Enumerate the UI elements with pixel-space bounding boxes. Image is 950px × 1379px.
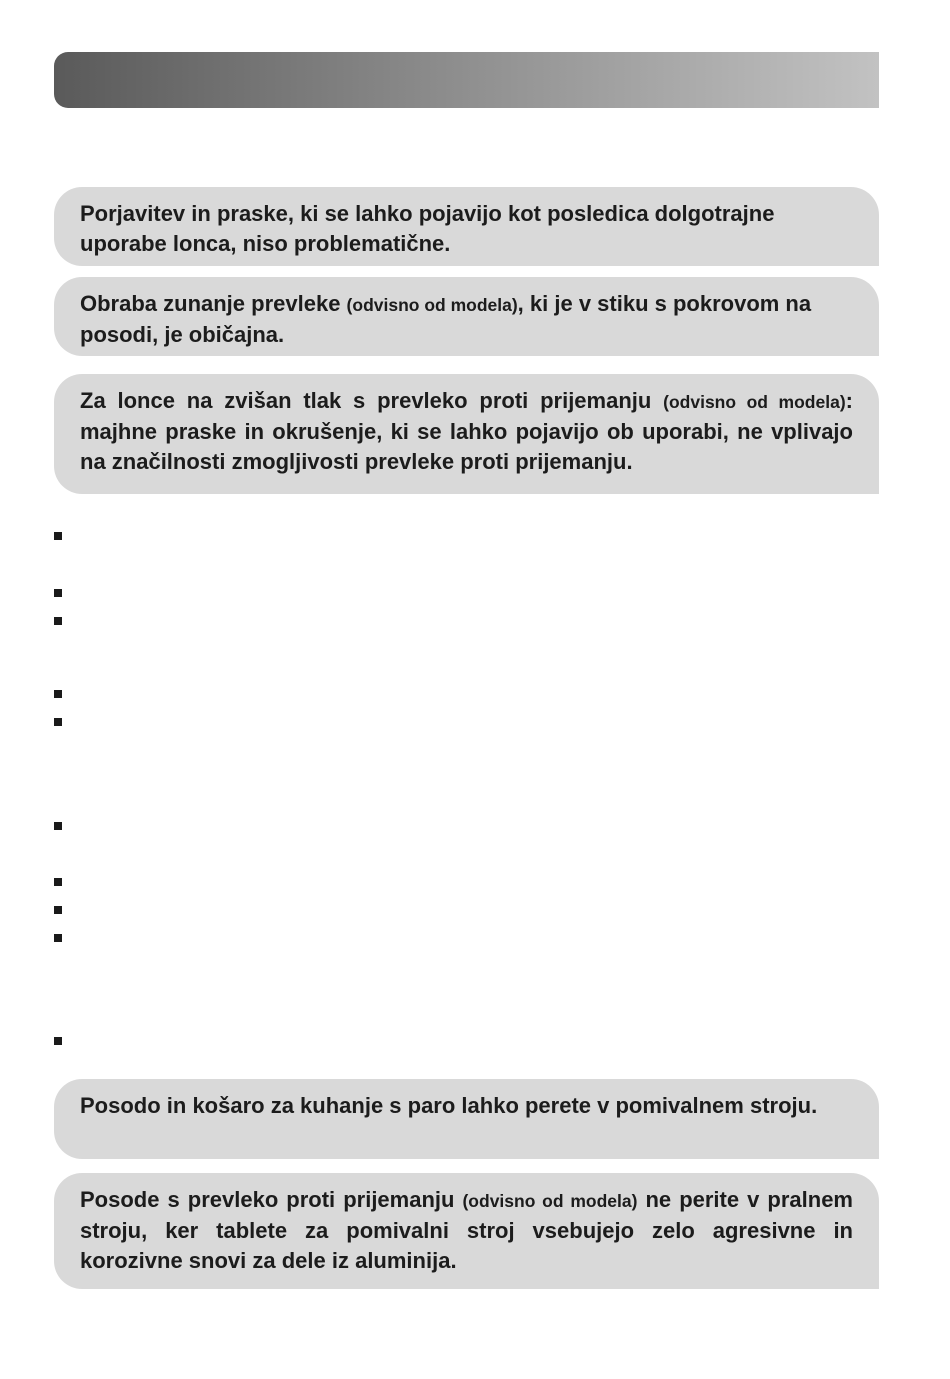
list-bullet	[54, 822, 62, 830]
note-text	[80, 386, 853, 477]
note-text-model-dependent: (odvisno od modela)	[462, 1191, 638, 1211]
note-text-main: Za lonce na zvišan tlak s prevleko proti prijemanju	[80, 388, 664, 413]
note-box-outer-coating-wear	[54, 277, 879, 356]
list-bullet	[54, 690, 62, 698]
note-text-model-dependent: (odvisno od modela)	[663, 392, 846, 412]
note-box-dishwasher-safe	[54, 1079, 879, 1159]
note-text	[80, 289, 853, 350]
list-bullet	[54, 532, 62, 540]
note-box-discoloration	[54, 187, 879, 266]
note-text-main: Obraba zunanje prevleke	[80, 291, 347, 316]
list-bullet	[54, 617, 62, 625]
note-text: Posodo in košaro za kuhanje s paro lahko perete v pomivalnem stroju.	[80, 1093, 818, 1118]
note-box-nonstick-coating	[54, 374, 879, 494]
list-bullet	[54, 878, 62, 886]
list-bullet	[54, 718, 62, 726]
note-text-main: Posode s prevleko proti prijemanju	[80, 1187, 463, 1212]
note-text: Porjavitev in praske, ki se lahko pojavijo kot posledica dolgotrajne uporabe lonca, niso problematične.	[80, 201, 775, 256]
note-text-main: , ki je v stiku s pokrovom na posodi, je običajna.	[80, 291, 812, 347]
note-text-model-dependent: (odvisno od modela)	[346, 295, 518, 315]
section-header-bar	[54, 52, 879, 108]
note-text	[80, 1185, 853, 1276]
list-bullet	[54, 1037, 62, 1045]
note-text-main: : majhne praske in okrušenje, ki se lahko pojavijo ob uporabi, ne vplivajo na značilnosti zmogljivosti prevleke proti prijemanju.	[80, 388, 853, 474]
list-bullet	[54, 906, 62, 914]
list-bullet	[54, 589, 62, 597]
note-text-main: ne perite v pralnem stroju, ker tablete za pomivalni stroj vsebujejo zelo agresivne in korozivne snovi za dele iz aluminija.	[80, 1187, 853, 1273]
list-bullet	[54, 934, 62, 942]
note-box-dishwasher-warning	[54, 1173, 879, 1289]
